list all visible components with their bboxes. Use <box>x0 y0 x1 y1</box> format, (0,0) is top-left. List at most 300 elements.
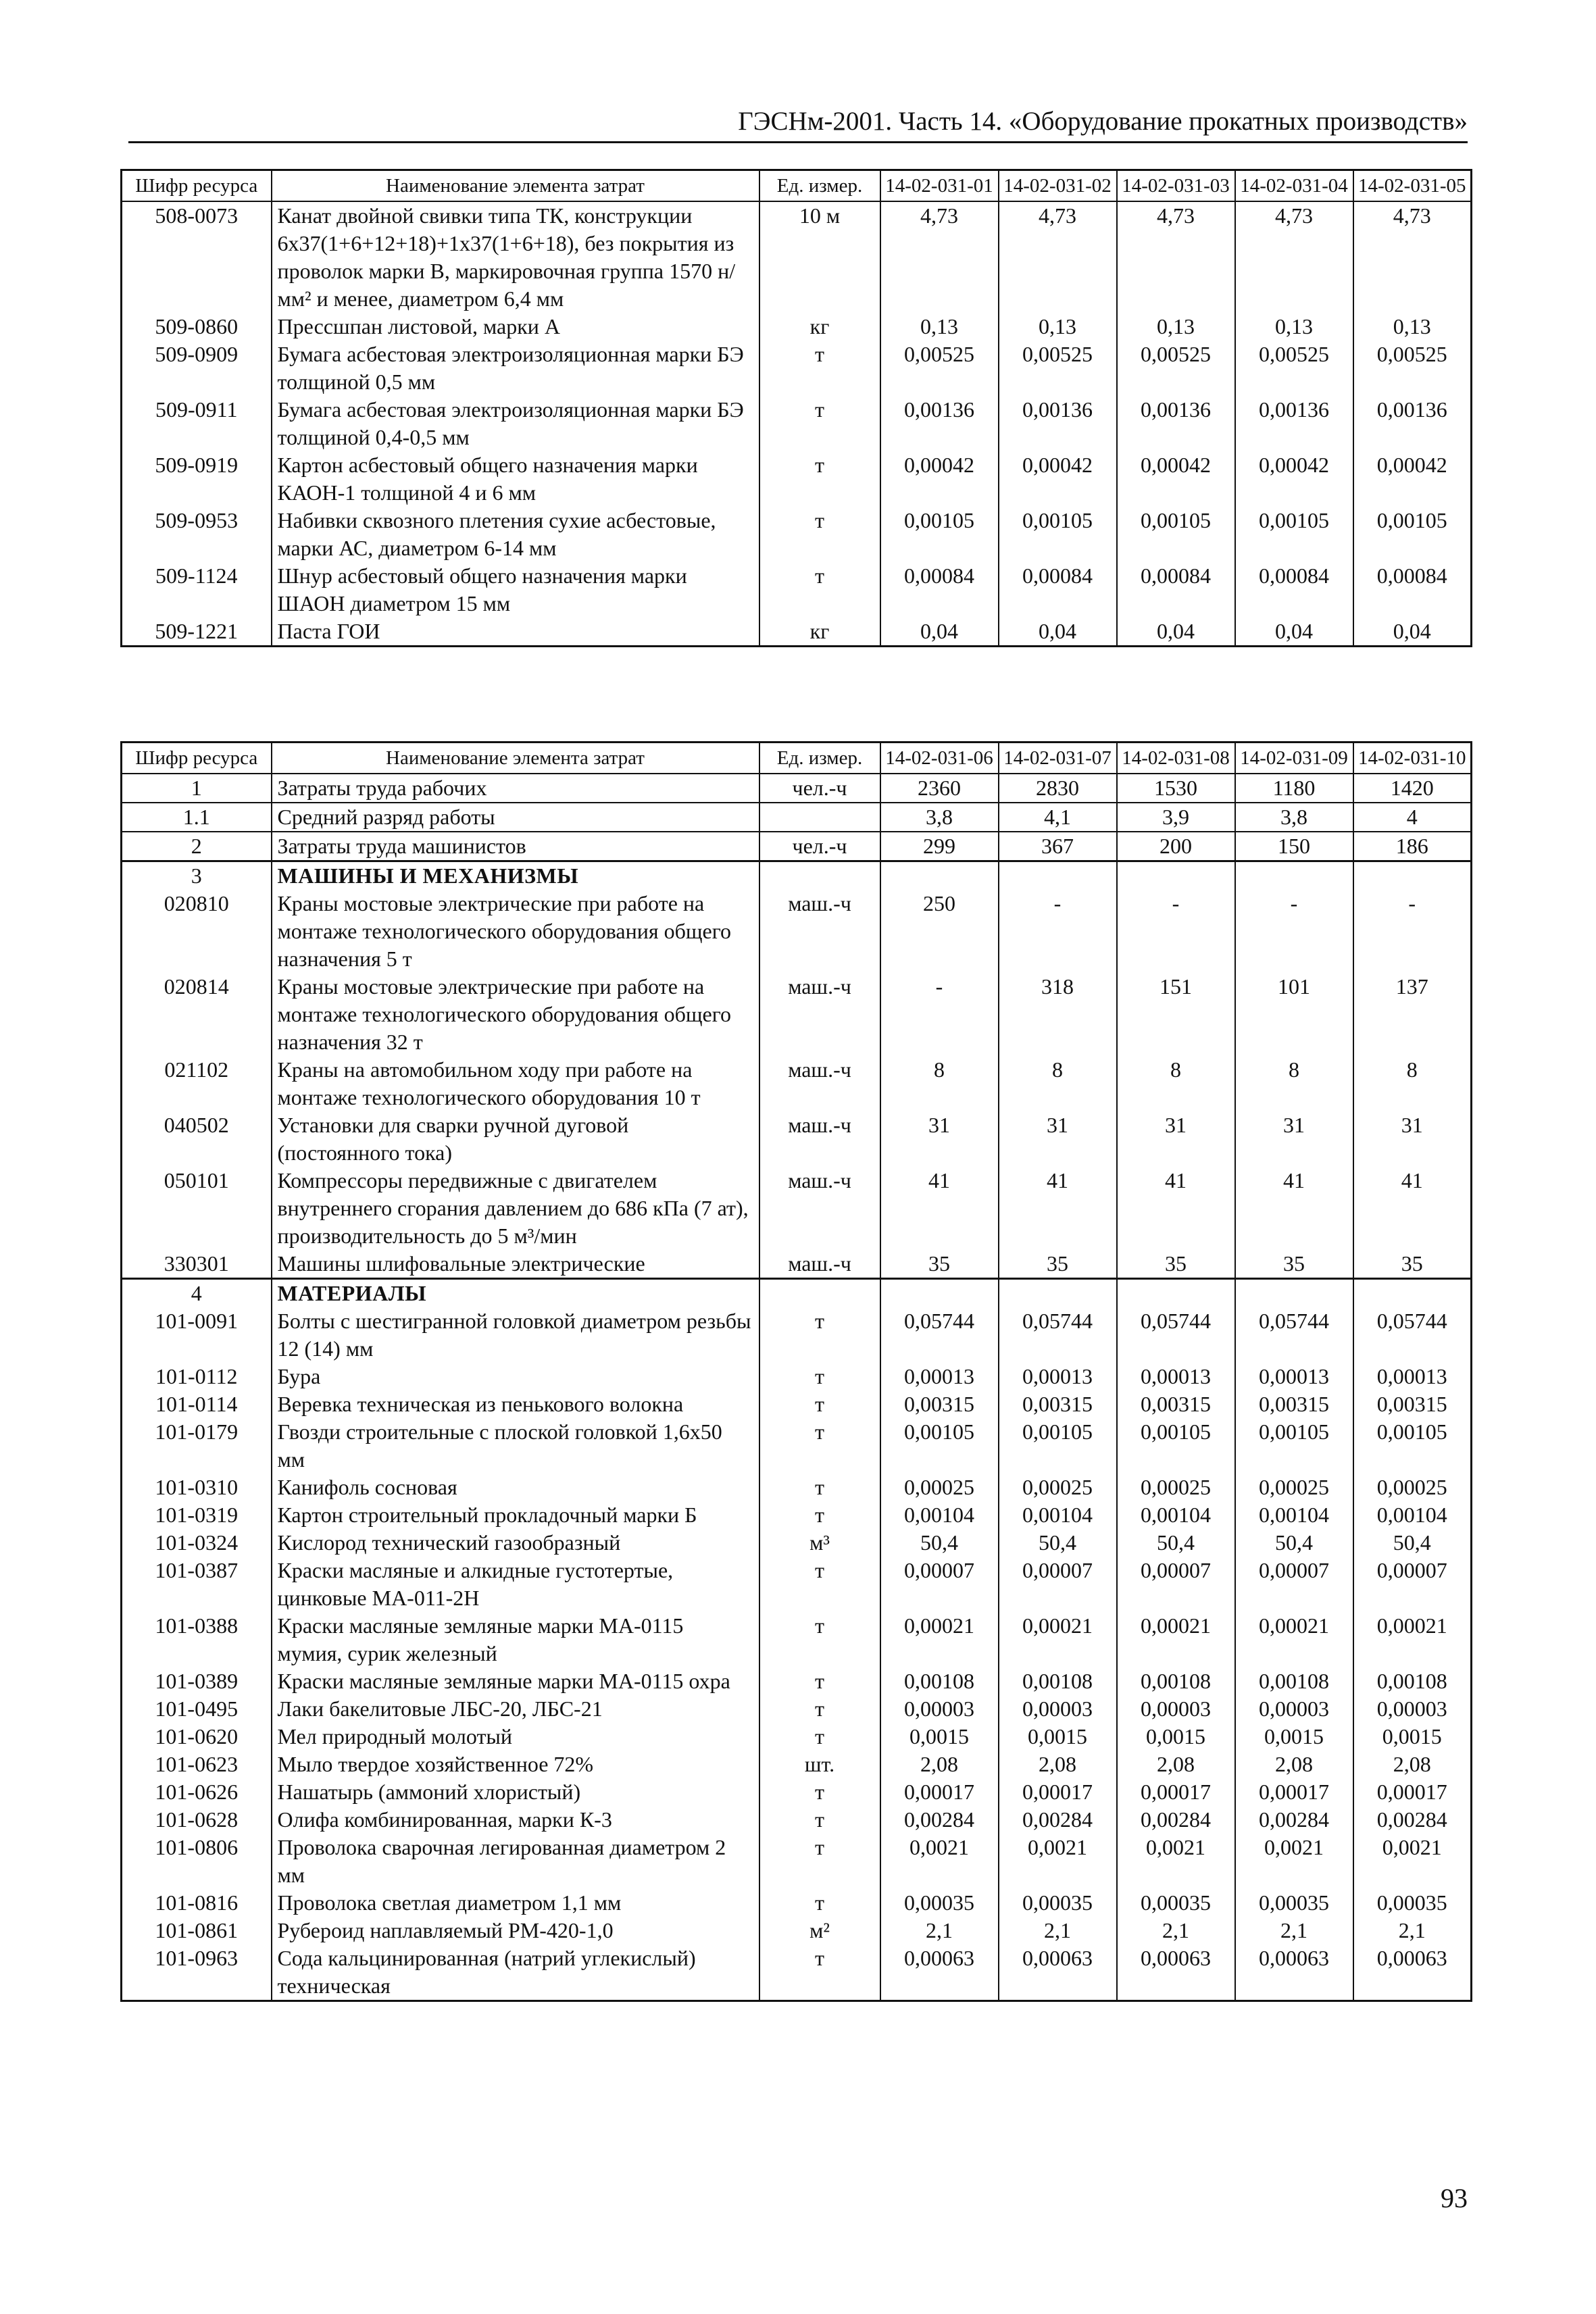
resource-table-2 <box>120 741 1472 2002</box>
resource-code: 509-0919 <box>122 451 272 507</box>
table-body <box>122 201 1472 647</box>
resource-code: 101-0388 <box>122 1612 272 1667</box>
norm-value: 2,1 <box>1235 1917 1353 1944</box>
norm-value: 8 <box>1235 1056 1353 1111</box>
resource-name: Болты с шестигранной головкой диаметром резьбы 12 (14) мм <box>272 1307 759 1363</box>
norm-value: 31 <box>1353 1111 1472 1167</box>
norm-value: 4,73 <box>1235 201 1353 313</box>
header-norm-col: 14-02-031-05 <box>1353 170 1472 202</box>
resource-code: 101-0091 <box>122 1307 272 1363</box>
header-norm-col: 14-02-031-08 <box>1117 743 1235 774</box>
resource-name: Бумага асбестовая электроизоляционная марки БЭ толщиной 0,4-0,5 мм <box>272 396 759 451</box>
norm-value: 2,08 <box>880 1751 999 1778</box>
norm-value: 0,13 <box>880 313 999 341</box>
norm-value: 0,00315 <box>1117 1390 1235 1418</box>
norm-value: 4,73 <box>1353 201 1472 313</box>
table-row <box>122 1889 1472 1917</box>
resource-code: 101-0495 <box>122 1695 272 1723</box>
norm-value <box>880 861 999 890</box>
norm-value: 0,00315 <box>999 1390 1117 1418</box>
header-norm-col: 14-02-031-01 <box>880 170 999 202</box>
norm-value: 0,00105 <box>1235 1418 1353 1474</box>
norm-value: 0,0021 <box>880 1834 999 1889</box>
norm-value: 150 <box>1235 832 1353 861</box>
table-row <box>122 1250 1472 1279</box>
resource-name: Краны мостовые электрические при работе на монтаже технологического оборудования общего назначения 32 т <box>272 973 759 1056</box>
table-row <box>122 201 1472 313</box>
norm-value: - <box>1353 890 1472 973</box>
norm-value: 0,00025 <box>1117 1474 1235 1501</box>
norm-value: 0,00284 <box>999 1806 1117 1834</box>
norm-value <box>1235 1279 1353 1308</box>
resource-code: 101-0861 <box>122 1917 272 1944</box>
norm-value: 31 <box>1117 1111 1235 1167</box>
norm-value <box>1235 861 1353 890</box>
norm-value: 0,00105 <box>1235 507 1353 562</box>
unit-of-measure: маш.-ч <box>759 1167 880 1250</box>
norm-value: 0,00063 <box>999 1944 1117 2001</box>
norm-value: 0,00108 <box>1235 1667 1353 1695</box>
norm-value: 0,00105 <box>999 507 1117 562</box>
norm-value: 0,00084 <box>999 562 1117 618</box>
table-header-row <box>122 170 1472 202</box>
norm-value <box>1117 861 1235 890</box>
norm-value: 0,00136 <box>880 396 999 451</box>
norm-value: 0,00042 <box>1117 451 1235 507</box>
unit-of-measure: т <box>759 1695 880 1723</box>
norm-value: 0,00042 <box>999 451 1117 507</box>
norm-value: 0,00284 <box>1117 1806 1235 1834</box>
resource-code: 509-0911 <box>122 396 272 451</box>
norm-value: 0,13 <box>1353 313 1472 341</box>
resource-name: Картон строительный прокладочный марки Б <box>272 1501 759 1529</box>
resource-code: 101-0620 <box>122 1723 272 1751</box>
table-row <box>122 1834 1472 1889</box>
norm-value: 2360 <box>880 774 999 803</box>
norm-value: 0,00021 <box>880 1612 999 1667</box>
norm-value: 2,08 <box>1353 1751 1472 1778</box>
unit-of-measure: т <box>759 396 880 451</box>
table-row <box>122 341 1472 396</box>
norm-value: 31 <box>999 1111 1117 1167</box>
table-row <box>122 313 1472 341</box>
norm-value: 0,00007 <box>1353 1557 1472 1612</box>
norm-value: 0,0021 <box>1353 1834 1472 1889</box>
resource-name: Компрессоры передвижные с двигателем внутреннего сгорания давлением до 686 кПа (7 ат), производительность до 5 м³/мин <box>272 1167 759 1250</box>
norm-value: 0,04 <box>1235 618 1353 647</box>
norm-value: 101 <box>1235 973 1353 1056</box>
norm-value: 0,05744 <box>1353 1307 1472 1363</box>
table-row <box>122 1723 1472 1751</box>
header-norm-col: 14-02-031-10 <box>1353 743 1472 774</box>
table-row <box>122 1944 1472 2001</box>
norm-value: 0,00025 <box>999 1474 1117 1501</box>
norm-value: 0,00315 <box>1353 1390 1472 1418</box>
norm-value: 250 <box>880 890 999 973</box>
norm-value: 41 <box>1235 1167 1353 1250</box>
resource-code: 020810 <box>122 890 272 973</box>
resource-name: Лаки бакелитовые ЛБС-20, ЛБС-21 <box>272 1695 759 1723</box>
header-norm-col: 14-02-031-03 <box>1117 170 1235 202</box>
norm-value: 0,00042 <box>1235 451 1353 507</box>
norm-value: 0,00525 <box>1117 341 1235 396</box>
norm-value: 0,00013 <box>1353 1363 1472 1390</box>
norm-value: 0,05744 <box>880 1307 999 1363</box>
norm-value: 0,00003 <box>880 1695 999 1723</box>
unit-of-measure: т <box>759 1667 880 1695</box>
unit-of-measure: т <box>759 1557 880 1612</box>
norm-value: 50,4 <box>1353 1529 1472 1557</box>
resource-code: 509-1124 <box>122 562 272 618</box>
norm-value: 0,04 <box>1353 618 1472 647</box>
norm-value: - <box>880 973 999 1056</box>
norm-value: 0,00105 <box>1353 1418 1472 1474</box>
table-row <box>122 1390 1472 1418</box>
norm-value: 41 <box>999 1167 1117 1250</box>
norm-value: 50,4 <box>999 1529 1117 1557</box>
header-norm-col: 14-02-031-04 <box>1235 170 1353 202</box>
header-unit: Ед. измер. <box>759 170 880 202</box>
norm-value: 299 <box>880 832 999 861</box>
norm-value: 2830 <box>999 774 1117 803</box>
table-row <box>122 890 1472 973</box>
resource-code: 101-0112 <box>122 1363 272 1390</box>
norm-value: 0,00003 <box>1235 1695 1353 1723</box>
resource-name: МАШИНЫ И МЕХАНИЗМЫ <box>272 861 759 890</box>
norm-value: 0,00021 <box>1117 1612 1235 1667</box>
table-row <box>122 618 1472 647</box>
table-row <box>122 1751 1472 1778</box>
resource-name: Картон асбестовый общего назначения марки КАОН-1 толщиной 4 и 6 мм <box>272 451 759 507</box>
norm-value: 35 <box>1117 1250 1235 1279</box>
norm-value: 0,00136 <box>999 396 1117 451</box>
unit-of-measure: т <box>759 562 880 618</box>
resource-code: 509-0860 <box>122 313 272 341</box>
norm-value: 0,00136 <box>1353 396 1472 451</box>
header-norm-col: 14-02-031-07 <box>999 743 1117 774</box>
resource-name: Кислород технический газообразный <box>272 1529 759 1557</box>
norm-value: 0,00042 <box>880 451 999 507</box>
norm-value: 0,00104 <box>880 1501 999 1529</box>
unit-of-measure <box>759 803 880 832</box>
norm-value: 0,00525 <box>1353 341 1472 396</box>
resource-name: Краны на автомобильном ходу при работе на монтаже технологического оборудования 10 т <box>272 1056 759 1111</box>
table-row <box>122 1612 1472 1667</box>
norm-value: 0,13 <box>1235 313 1353 341</box>
norm-value: 0,04 <box>999 618 1117 647</box>
norm-value: 0,00063 <box>1235 1944 1353 2001</box>
resource-name: Набивки сквозного плетения сухие асбестовые, марки АС, диаметром 6-14 мм <box>272 507 759 562</box>
unit-of-measure: т <box>759 1307 880 1363</box>
norm-value: 0,00021 <box>999 1612 1117 1667</box>
norm-value: 0,00007 <box>880 1557 999 1612</box>
resource-name: Бумага асбестовая электроизоляционная марки БЭ толщиной 0,5 мм <box>272 341 759 396</box>
resource-code: 3 <box>122 861 272 890</box>
table-row <box>122 1695 1472 1723</box>
norm-value: 35 <box>1353 1250 1472 1279</box>
norm-value: 0,00025 <box>1353 1474 1472 1501</box>
resource-code: 021102 <box>122 1056 272 1111</box>
norm-value: 0,13 <box>1117 313 1235 341</box>
table-row <box>122 1501 1472 1529</box>
norm-value: 367 <box>999 832 1117 861</box>
resource-code: 508-0073 <box>122 201 272 313</box>
norm-value: 35 <box>880 1250 999 1279</box>
norm-value: 0,00007 <box>1235 1557 1353 1612</box>
resource-name: Нашатырь (аммоний хлористый) <box>272 1778 759 1806</box>
resource-code: 101-0114 <box>122 1390 272 1418</box>
norm-value: 0,00105 <box>1353 507 1472 562</box>
norm-value: 0,0015 <box>1117 1723 1235 1751</box>
norm-value: 0,00013 <box>999 1363 1117 1390</box>
resource-name: Прессшпан листовой, марки А <box>272 313 759 341</box>
unit-of-measure: кг <box>759 618 880 647</box>
unit-of-measure: м² <box>759 1917 880 1944</box>
resource-code: 509-0909 <box>122 341 272 396</box>
header-name: Наименование элемента затрат <box>272 170 759 202</box>
norm-value: 0,00063 <box>1117 1944 1235 2001</box>
unit-of-measure: т <box>759 1806 880 1834</box>
unit-of-measure: т <box>759 1474 880 1501</box>
table-row <box>122 1778 1472 1806</box>
norm-value: 0,00035 <box>1117 1889 1235 1917</box>
resource-name: Мыло твердое хозяйственное 72% <box>272 1751 759 1778</box>
norm-value: 0,05744 <box>999 1307 1117 1363</box>
norm-value: 0,00017 <box>999 1778 1117 1806</box>
norm-value: 0,00084 <box>1353 562 1472 618</box>
resource-name: Машины шлифовальные электрические <box>272 1250 759 1279</box>
resource-name: Средний разряд работы <box>272 803 759 832</box>
resource-code: 2 <box>122 832 272 861</box>
norm-value: 50,4 <box>1117 1529 1235 1557</box>
resource-code: 020814 <box>122 973 272 1056</box>
unit-of-measure: т <box>759 1418 880 1474</box>
norm-value: 0,0021 <box>999 1834 1117 1889</box>
unit-of-measure: маш.-ч <box>759 1056 880 1111</box>
table-header-row <box>122 743 1472 774</box>
norm-value: 0,13 <box>999 313 1117 341</box>
header-code: Шифр ресурса <box>122 743 272 774</box>
norm-value: 0,00017 <box>880 1778 999 1806</box>
norm-value: 0,00084 <box>1117 562 1235 618</box>
unit-of-measure: т <box>759 1363 880 1390</box>
norm-value: 0,00525 <box>880 341 999 396</box>
resource-name: Канифоль сосновая <box>272 1474 759 1501</box>
table-row <box>122 507 1472 562</box>
unit-of-measure: м³ <box>759 1529 880 1557</box>
unit-of-measure: 10 м <box>759 201 880 313</box>
unit-of-measure: т <box>759 1723 880 1751</box>
header-norm-col: 14-02-031-06 <box>880 743 999 774</box>
norm-value: 0,00017 <box>1117 1778 1235 1806</box>
norm-value <box>1353 861 1472 890</box>
resource-code: 101-0324 <box>122 1529 272 1557</box>
table-row <box>122 1167 1472 1250</box>
unit-of-measure: т <box>759 451 880 507</box>
unit-of-measure: маш.-ч <box>759 973 880 1056</box>
norm-value: 0,00084 <box>880 562 999 618</box>
norm-value: 0,00105 <box>880 1418 999 1474</box>
table-row <box>122 1474 1472 1501</box>
norm-value <box>999 1279 1117 1308</box>
resource-code: 101-0389 <box>122 1667 272 1695</box>
unit-of-measure: т <box>759 341 880 396</box>
norm-value: 0,00042 <box>1353 451 1472 507</box>
resource-name: Краны мостовые электрические при работе на монтаже технологического оборудования общего назначения 5 т <box>272 890 759 973</box>
unit-of-measure: чел.-ч <box>759 832 880 861</box>
norm-value: 0,00284 <box>880 1806 999 1834</box>
norm-value: - <box>1117 890 1235 973</box>
resource-name: МАТЕРИАЛЫ <box>272 1279 759 1308</box>
resource-code: 101-0626 <box>122 1778 272 1806</box>
norm-value: 0,00035 <box>1353 1889 1472 1917</box>
norm-value: 0,00021 <box>1235 1612 1353 1667</box>
resource-code: 101-0806 <box>122 1834 272 1889</box>
norm-value: 186 <box>1353 832 1472 861</box>
resource-code: 1.1 <box>122 803 272 832</box>
norm-value: 31 <box>1235 1111 1353 1167</box>
norm-value: 4 <box>1353 803 1472 832</box>
resource-code: 040502 <box>122 1111 272 1167</box>
norm-value: 50,4 <box>880 1529 999 1557</box>
norm-value: 0,0015 <box>880 1723 999 1751</box>
norm-value: 3,9 <box>1117 803 1235 832</box>
table-row <box>122 803 1472 832</box>
norm-value: 0,00136 <box>1117 396 1235 451</box>
norm-value: 200 <box>1117 832 1235 861</box>
norm-value: 0,00003 <box>1117 1695 1235 1723</box>
norm-value: 35 <box>999 1250 1117 1279</box>
norm-value: 35 <box>1235 1250 1353 1279</box>
resource-code: 101-0319 <box>122 1501 272 1529</box>
unit-of-measure: маш.-ч <box>759 890 880 973</box>
norm-value: 41 <box>880 1167 999 1250</box>
table-row <box>122 1806 1472 1834</box>
resource-code: 050101 <box>122 1167 272 1250</box>
norm-value: 4,73 <box>1117 201 1235 313</box>
table-row <box>122 1529 1472 1557</box>
norm-value: 0,0015 <box>1353 1723 1472 1751</box>
table-row <box>122 1279 1472 1308</box>
norm-value <box>1353 1279 1472 1308</box>
resource-name: Затраты труда машинистов <box>272 832 759 861</box>
unit-of-measure: т <box>759 1889 880 1917</box>
resource-name: Краски масляные и алкидные густотертые, цинковые МА-011-2Н <box>272 1557 759 1612</box>
table-row <box>122 774 1472 803</box>
norm-value: 0,00315 <box>880 1390 999 1418</box>
norm-value: - <box>1235 890 1353 973</box>
unit-of-measure: т <box>759 1834 880 1889</box>
resource-code: 1 <box>122 774 272 803</box>
table-row <box>122 1557 1472 1612</box>
norm-value: 0,05744 <box>1235 1307 1353 1363</box>
norm-value: 8 <box>880 1056 999 1111</box>
header-norm-col: 14-02-031-09 <box>1235 743 1353 774</box>
norm-value: 4,1 <box>999 803 1117 832</box>
resource-code: 101-0387 <box>122 1557 272 1612</box>
norm-value: 0,00025 <box>1235 1474 1353 1501</box>
norm-value: 0,00284 <box>1235 1806 1353 1834</box>
norm-value: 0,00104 <box>1353 1501 1472 1529</box>
norm-value: 4,73 <box>999 201 1117 313</box>
resource-name: Олифа комбинированная, марки К-3 <box>272 1806 759 1834</box>
resource-name: Канат двойной свивки типа ТК, конструкции 6х37(1+6+12+18)+1х37(1+6+18), без покрытия из проволок марки В, маркировочная группа 1570 н/мм² и менее, диаметром 6,4 мм <box>272 201 759 313</box>
norm-value: 2,1 <box>880 1917 999 1944</box>
unit-of-measure: т <box>759 1501 880 1529</box>
resource-code: 330301 <box>122 1250 272 1279</box>
norm-value: 0,00017 <box>1353 1778 1472 1806</box>
norm-value: 1180 <box>1235 774 1353 803</box>
resource-code: 101-0963 <box>122 1944 272 2001</box>
norm-value: 31 <box>880 1111 999 1167</box>
unit-of-measure <box>759 1279 880 1308</box>
table-body <box>122 774 1472 2001</box>
norm-value: 0,00021 <box>1353 1612 1472 1667</box>
table-row <box>122 396 1472 451</box>
header-unit: Ед. измер. <box>759 743 880 774</box>
table-row <box>122 562 1472 618</box>
norm-value: 0,04 <box>880 618 999 647</box>
table-row <box>122 1056 1472 1111</box>
unit-of-measure: чел.-ч <box>759 774 880 803</box>
resource-name: Мел природный молотый <box>272 1723 759 1751</box>
resource-code: 4 <box>122 1279 272 1308</box>
norm-value: 0,00525 <box>1235 341 1353 396</box>
resource-name: Гвозди строительные с плоской головкой 1,6х50 мм <box>272 1418 759 1474</box>
resource-name: Проволока светлая диаметром 1,1 мм <box>272 1889 759 1917</box>
norm-value: 0,00136 <box>1235 396 1353 451</box>
resource-name: Рубероид наплавляемый РМ-420-1,0 <box>272 1917 759 1944</box>
resource-code: 509-0953 <box>122 507 272 562</box>
norm-value: 0,00017 <box>1235 1778 1353 1806</box>
norm-value: 0,0021 <box>1117 1834 1235 1889</box>
resource-code: 101-0816 <box>122 1889 272 1917</box>
norm-value: 0,00108 <box>999 1667 1117 1695</box>
norm-value: 8 <box>1353 1056 1472 1111</box>
norm-value: 0,00063 <box>1353 1944 1472 2001</box>
norm-value: 0,00104 <box>999 1501 1117 1529</box>
table-row <box>122 1111 1472 1167</box>
table-row <box>122 861 1472 890</box>
unit-of-measure: т <box>759 1612 880 1667</box>
resource-code: 509-1221 <box>122 618 272 647</box>
unit-of-measure: т <box>759 1778 880 1806</box>
norm-value: 2,1 <box>1353 1917 1472 1944</box>
resource-name: Паста ГОИ <box>272 618 759 647</box>
norm-value: 3,8 <box>1235 803 1353 832</box>
table-row <box>122 1418 1472 1474</box>
resource-name: Проволока сварочная легированная диаметром 2 мм <box>272 1834 759 1889</box>
resource-code: 101-0623 <box>122 1751 272 1778</box>
norm-value: 0,00063 <box>880 1944 999 2001</box>
header-code: Шифр ресурса <box>122 170 272 202</box>
unit-of-measure: кг <box>759 313 880 341</box>
norm-value: 3,8 <box>880 803 999 832</box>
norm-value <box>999 861 1117 890</box>
norm-value: 0,00108 <box>880 1667 999 1695</box>
norm-value: 0,00084 <box>1235 562 1353 618</box>
page-number: 93 <box>1441 2183 1468 2213</box>
header-norm-col: 14-02-031-02 <box>999 170 1117 202</box>
norm-value: 2,08 <box>1117 1751 1235 1778</box>
unit-of-measure: т <box>759 1390 880 1418</box>
norm-value: 50,4 <box>1235 1529 1353 1557</box>
resource-code: 101-0179 <box>122 1418 272 1474</box>
norm-value: 0,00315 <box>1235 1390 1353 1418</box>
norm-value: 318 <box>999 973 1117 1056</box>
norm-value: 0,00525 <box>999 341 1117 396</box>
norm-value: 0,00007 <box>1117 1557 1235 1612</box>
